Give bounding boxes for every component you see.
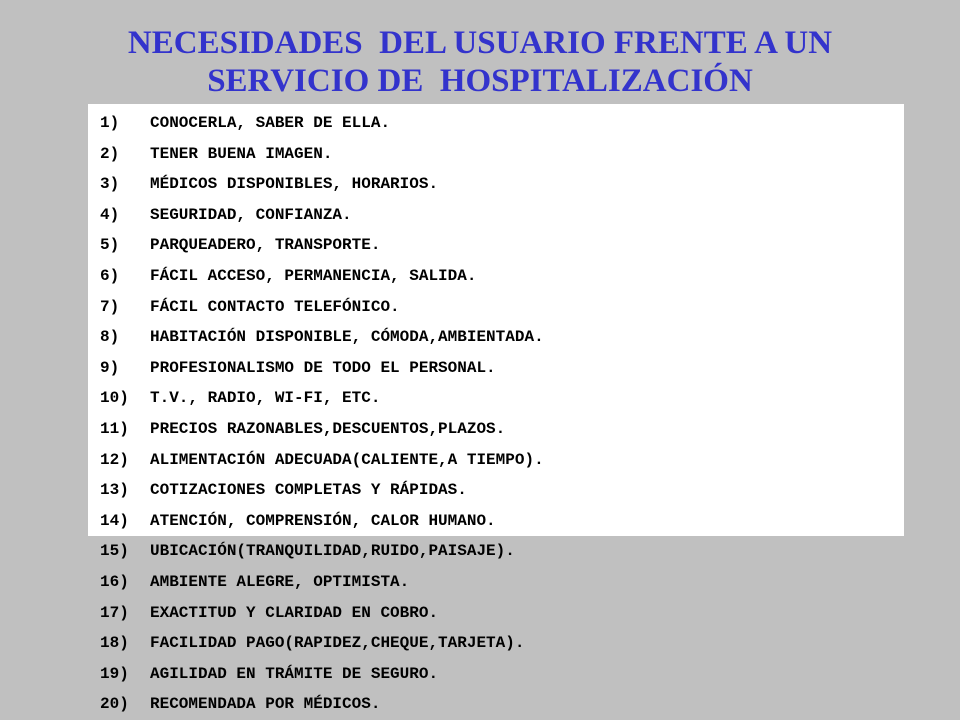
list-item (100, 414, 544, 445)
list-item (100, 139, 544, 170)
item-number: 14) (100, 511, 129, 530)
item-text: SEGURIDAD, CONFIANZA. (150, 205, 352, 224)
list-item (100, 628, 544, 659)
item-text: AMBIENTE ALEGRE, OPTIMISTA. (150, 572, 410, 591)
item-number: 3) (100, 175, 120, 194)
list-item (100, 169, 544, 200)
item-number: 8) (100, 328, 120, 347)
item-number: 2) (100, 144, 120, 163)
item-text: ATENCIÓN, COMPRENSIÓN, CALOR HUMANO. (150, 511, 496, 530)
item-number: 16) (100, 572, 129, 591)
list-item (100, 598, 544, 629)
item-number: 20) (100, 695, 129, 714)
list-item (100, 536, 544, 567)
item-number: 13) (100, 481, 129, 500)
item-text: EXACTITUD Y CLARIDAD EN COBRO. (150, 603, 439, 622)
item-text: FÁCIL CONTACTO TELEFÓNICO. (150, 297, 400, 316)
item-text: ALIMENTACIÓN ADECUADA(CALIENTE,A TIEMPO). (150, 450, 544, 469)
item-text: AGILIDAD EN TRÁMITE DE SEGURO. (150, 664, 439, 683)
slide-title-line-1: NECESIDADES DEL USUARIO FRENTE A UN (127, 25, 833, 61)
list-item (100, 108, 544, 139)
item-number: 11) (100, 419, 129, 438)
slide-title-line-2: SERVICIO DE HOSPITALIZACIÓN (207, 63, 753, 99)
item-text: PARQUEADERO, TRANSPORTE. (150, 236, 381, 255)
item-text: COTIZACIONES COMPLETAS Y RÁPIDAS. (150, 481, 467, 500)
item-number: 12) (100, 450, 129, 469)
list-item (100, 383, 544, 414)
item-text: MÉDICOS DISPONIBLES, HORARIOS. (150, 175, 439, 194)
list-item (100, 659, 544, 690)
list-item (100, 689, 544, 720)
item-text: FACILIDAD PAGO(RAPIDEZ,CHEQUE,TARJETA). (150, 634, 525, 653)
item-number: 4) (100, 205, 120, 224)
item-number: 5) (100, 236, 120, 255)
item-text: PRECIOS RAZONABLES,DESCUENTOS,PLAZOS. (150, 419, 506, 438)
item-text: CONOCERLA, SABER DE ELLA. (150, 114, 391, 132)
list-item (100, 322, 544, 353)
list-item (100, 261, 544, 292)
list-item (100, 475, 544, 506)
list-item (100, 353, 544, 384)
item-text: UBICACIÓN(TRANQUILIDAD,RUIDO,PAISAJE). (150, 542, 515, 561)
item-text: PROFESIONALISMO DE TODO EL PERSONAL. (150, 358, 496, 377)
item-number: 15) (100, 542, 129, 561)
item-text: HABITACIÓN DISPONIBLE, CÓMODA,AMBIENTADA. (150, 328, 544, 347)
item-number: 9) (100, 358, 120, 377)
item-number: 7) (100, 297, 120, 316)
list-item (100, 200, 544, 231)
item-text: RECOMENDADA POR MÉDICOS. (150, 695, 381, 714)
list-item (100, 445, 544, 476)
list-item (100, 567, 544, 598)
needs-list (100, 108, 544, 720)
item-number: 19) (100, 664, 129, 683)
item-number: 6) (100, 266, 120, 285)
item-number: 10) (100, 389, 129, 408)
slide-title (0, 24, 960, 100)
list-item (100, 230, 544, 261)
item-text: TENER BUENA IMAGEN. (150, 144, 333, 163)
item-number: 18) (100, 634, 129, 653)
item-number: 1) (100, 114, 120, 132)
list-item (100, 506, 544, 537)
list-item (100, 292, 544, 323)
item-text: FÁCIL ACCESO, PERMANENCIA, SALIDA. (150, 266, 477, 285)
item-text: T.V., RADIO, WI-FI, ETC. (150, 389, 381, 408)
item-number: 17) (100, 603, 129, 622)
